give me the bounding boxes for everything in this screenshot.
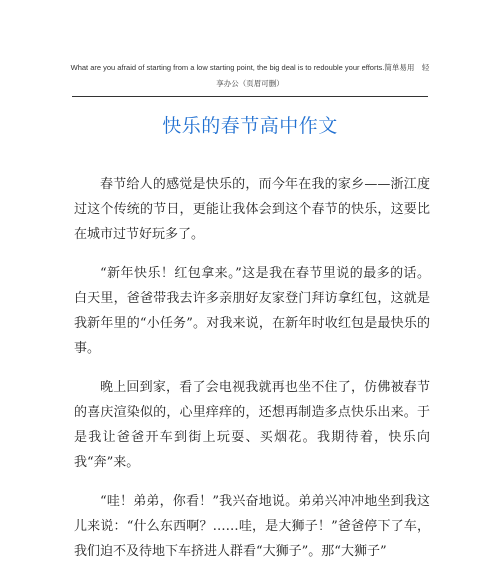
document-title: 快乐的春节高中作文 — [162, 115, 338, 137]
paragraph: “哇！弟弟，你看！”我兴奋地说。弟弟兴冲冲地坐到我这儿来说：“什么东西啊？……哇，是大狮子！”爸爸停下了车，我们迫不及待地下车挤进人群看“大狮子”。那“大狮子” — [74, 494, 430, 559]
document-body — [74, 172, 430, 578]
paragraph: 春节给人的感觉是快乐的，而今年在我的家乡——浙江度过这个传统的节日，更能让我体会到这个春节的快乐，这要比在城市过节好玩多了。 — [74, 177, 430, 242]
page-header: What are you afraid of starting from a low starting point, the big deal is to redouble your efforts.简单易用 轻享办公（页眉可删） — [70, 63, 430, 88]
paragraph: 晚上回到家，看了会电视我就再也坐不住了，仿佛被春节的喜庆渲染似的，心里痒痒的，还想再制造多点快乐出来。于是我让爸爸开车到街上玩耍、买烟花。我期待着，快乐向我“奔”来。 — [74, 380, 430, 470]
paragraph: “新年快乐！红包拿来。”这是我在春节里说的最多的话。白天里，爸爸带我去许多亲朋好友家登门拜访拿红包，这就是我新年里的“小任务”。对我来说，在新年时收红包是最快乐的事。 — [74, 266, 430, 356]
header-divider — [72, 96, 428, 97]
